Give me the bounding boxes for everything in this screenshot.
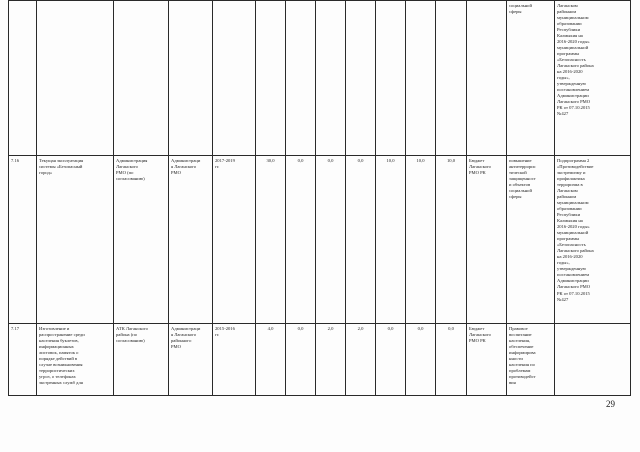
cell-measure (37, 1, 114, 156)
cell-value: 0,0 (316, 156, 346, 324)
cell-value: 0,0 (286, 324, 316, 396)
cell-value: 0,0 (436, 324, 467, 396)
cell-administrator: Администраци я Лаганского районного РМО (169, 324, 213, 396)
cell-value (286, 1, 316, 156)
cell-administrator (169, 1, 213, 156)
cell-value: 10,0 (436, 156, 467, 324)
cell-measure: Текущая эксплуатация системы «Безопасный город» (37, 156, 114, 324)
cell-value: 0,0 (406, 324, 436, 396)
cell-source: Бюджет Лаганского РМО РК (467, 324, 507, 396)
cell-goal: Правовое воспитание населения, обеспечение информирова нности населения по проблемам противодейст вия (507, 324, 555, 396)
cell-value: 4,0 (256, 324, 286, 396)
cell-executor: АТК Лаганского района (по согласованию) (114, 324, 169, 396)
cell-source (467, 1, 507, 156)
cell-goal: социальной сферы (507, 1, 555, 156)
cell-value (376, 1, 406, 156)
cell-measure: Изготовление и распространение среди населения буклетов, информационных листовок, памяток о порядке действий в случае возникновения террористических угроз, о телефонах экстренных служб для (37, 324, 114, 396)
cell-number: 7.17 (9, 324, 37, 396)
cell-value (436, 1, 467, 156)
cell-number (9, 1, 37, 156)
cell-source: Бюджет Лаганского РМО РК (467, 156, 507, 324)
cell-document (555, 324, 631, 396)
cell-executor (114, 1, 169, 156)
cell-executor: Администрация Лаганского РМО (по согласованию) (114, 156, 169, 324)
table-row (9, 156, 631, 324)
cell-value: 2,0 (316, 324, 346, 396)
cell-value: 0,0 (346, 156, 376, 324)
table-row (9, 324, 631, 396)
cell-number: 7.16 (9, 156, 37, 324)
cell-period: 2015-2016 гг. (213, 324, 256, 396)
page-number: 29 (606, 399, 615, 409)
cell-value (346, 1, 376, 156)
cell-goal: повышение антитеррорис тической защищенност и объектов социальной сферы (507, 156, 555, 324)
cell-value (316, 1, 346, 156)
cell-document: Лаганском районном муниципальном образовании Республики Калмыкия на 2016-2020 годы» муниципальной программы «Безопасность Лаганского района на 2016-2020 годы», утвержденную постановлением Администрации Лаганского РМО РК от 07.10.2015 №427 (555, 1, 631, 156)
cell-value: 2,0 (346, 324, 376, 396)
cell-value: 0,0 (286, 156, 316, 324)
cell-period (213, 1, 256, 156)
cell-value: 30,0 (256, 156, 286, 324)
cell-value: 10,0 (406, 156, 436, 324)
cell-document: Подпрограмма 2 «Противодействие экстремизму и профилактика терроризма в Лаганском районном муниципальном образовании Республики Калмыкия на 2016-2020 годы» муниципальной программы «Безопасность Лаганского района на 2016-2020 годы», утвержденную постановлением Администрации Лаганского РМО РК от 07.10.2015 №427 (555, 156, 631, 324)
cell-value: 0,0 (376, 324, 406, 396)
cell-value (256, 1, 286, 156)
cell-value: 10,0 (376, 156, 406, 324)
cell-administrator: Администраци я Лаганского РМО (169, 156, 213, 324)
continuation-row (9, 1, 631, 156)
cell-value (406, 1, 436, 156)
program-table (8, 0, 631, 396)
cell-period: 2017-2019 гг. (213, 156, 256, 324)
